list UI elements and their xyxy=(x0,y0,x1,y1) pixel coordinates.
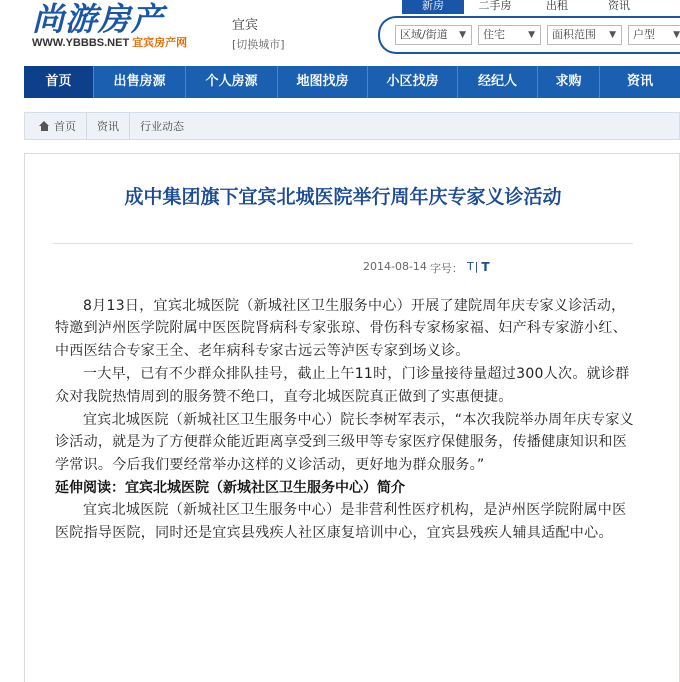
property-type-select[interactable] xyxy=(478,25,541,45)
logo-domain: WWW.YBBBS.NET xyxy=(32,37,130,49)
district-select-label: 区域/街道 xyxy=(400,28,448,41)
search-tabs xyxy=(402,0,650,14)
chevron-down-icon: ▼ xyxy=(673,30,680,40)
district-select[interactable] xyxy=(395,25,472,45)
article-date: 2014-08-14 xyxy=(363,260,427,273)
nav-map-search[interactable]: 地图找房 xyxy=(278,66,368,98)
search-tab-news[interactable]: 资讯 xyxy=(608,0,630,12)
font-small-button[interactable]: T xyxy=(466,260,474,273)
chevron-down-icon: ▼ xyxy=(609,30,616,40)
title-divider xyxy=(53,243,633,244)
layout-select[interactable] xyxy=(628,25,680,45)
search-tab-second-hand[interactable]: 二手房 xyxy=(478,0,512,12)
logo-slogan: 宜宾房产网 xyxy=(132,37,188,49)
area-range-select[interactable] xyxy=(547,25,622,45)
nav-news[interactable]: 资讯 xyxy=(626,74,653,89)
main-nav xyxy=(24,66,680,98)
search-tab-rent[interactable]: 出租 xyxy=(546,0,568,12)
nav-community-search[interactable]: 小区找房 xyxy=(368,66,458,98)
nav-home[interactable]: 首页 xyxy=(24,66,94,98)
home-icon xyxy=(39,121,50,131)
article-subheading: 延伸阅读：宜宾北城医院（新城社区卫生服务中心）简介 xyxy=(55,480,405,497)
article xyxy=(24,153,680,682)
font-separator: | xyxy=(474,260,479,273)
breadcrumb-news[interactable]: 资讯 xyxy=(87,113,130,139)
current-city: 宜宾 xyxy=(232,18,259,33)
breadcrumb-home-label: 首页 xyxy=(54,120,76,133)
article-paragraph: 宜宾北城医院（新城社区卫生服务中心）是非营利性医疗机构，是泸州医学院附属中医医院指导医院，同时还是宜宾县残疾人社区康复培训中心，宜宾县残疾人辅具适配中心。 xyxy=(55,502,627,541)
breadcrumb-home[interactable] xyxy=(25,113,87,139)
article-meta xyxy=(363,260,490,276)
chevron-down-icon: ▼ xyxy=(528,30,535,40)
site-logo[interactable] xyxy=(32,0,212,60)
switch-city-link[interactable]: [切换城市] xyxy=(232,38,285,51)
article-title: 成中集团旗下宜宾北城医院举行周年庆专家义诊活动 xyxy=(124,186,562,208)
breadcrumb xyxy=(24,112,680,140)
nav-for-sale[interactable]: 出售房源 xyxy=(94,66,186,98)
article-body xyxy=(55,295,639,545)
site-header xyxy=(0,0,680,64)
article-paragraph: 8月13日，宜宾北城医院（新城社区卫生服务中心）开展了建院周年庆专家义诊活动，特邀到泸州医学院附属中医医院肾病科专家张琼、骨伤科专家杨家福、妇产科专家游小红、中西医结合专家王全、老年病科专家古远云等泸医专家到场义诊。 xyxy=(55,298,627,359)
chevron-down-icon: ▼ xyxy=(459,30,466,40)
nav-wanted[interactable]: 求购 xyxy=(538,66,600,98)
nav-personal-listings[interactable]: 个人房源 xyxy=(186,66,278,98)
logo-subtitle xyxy=(32,34,187,50)
font-size-label: 字号： xyxy=(429,262,463,275)
area-range-label: 面积范围 xyxy=(552,28,596,41)
search-tab-new-house[interactable]: 新房 xyxy=(402,0,464,14)
article-paragraph: 宜宾北城医院（新城社区卫生服务中心）院长李树军表示，“本次我院举办周年庆专家义诊活动，就是为了方便群众能近距离享受到三级甲等专家医疗保健服务，传播健康知识和医学常识。今后我们要经常举办这样的义诊活动，更好地为群众服务。” xyxy=(55,412,634,473)
search-box xyxy=(378,16,680,54)
property-type-label: 住宅 xyxy=(483,28,505,41)
logo-text: 尚游房产 xyxy=(32,0,165,38)
layout-label: 户型 xyxy=(633,28,655,41)
breadcrumb-industry[interactable]: 行业动态 xyxy=(140,120,184,133)
search-filters xyxy=(395,25,680,47)
font-big-button[interactable]: T xyxy=(481,260,490,274)
article-paragraph: 一大早，已有不少群众排队挂号，截止上午11时，门诊量接待量超过300人次。就诊群众对我院热情周到的服务赞不绝口，直夸北城医院真正做到了实惠便捷。 xyxy=(55,366,630,405)
nav-agents[interactable]: 经纪人 xyxy=(458,66,538,98)
